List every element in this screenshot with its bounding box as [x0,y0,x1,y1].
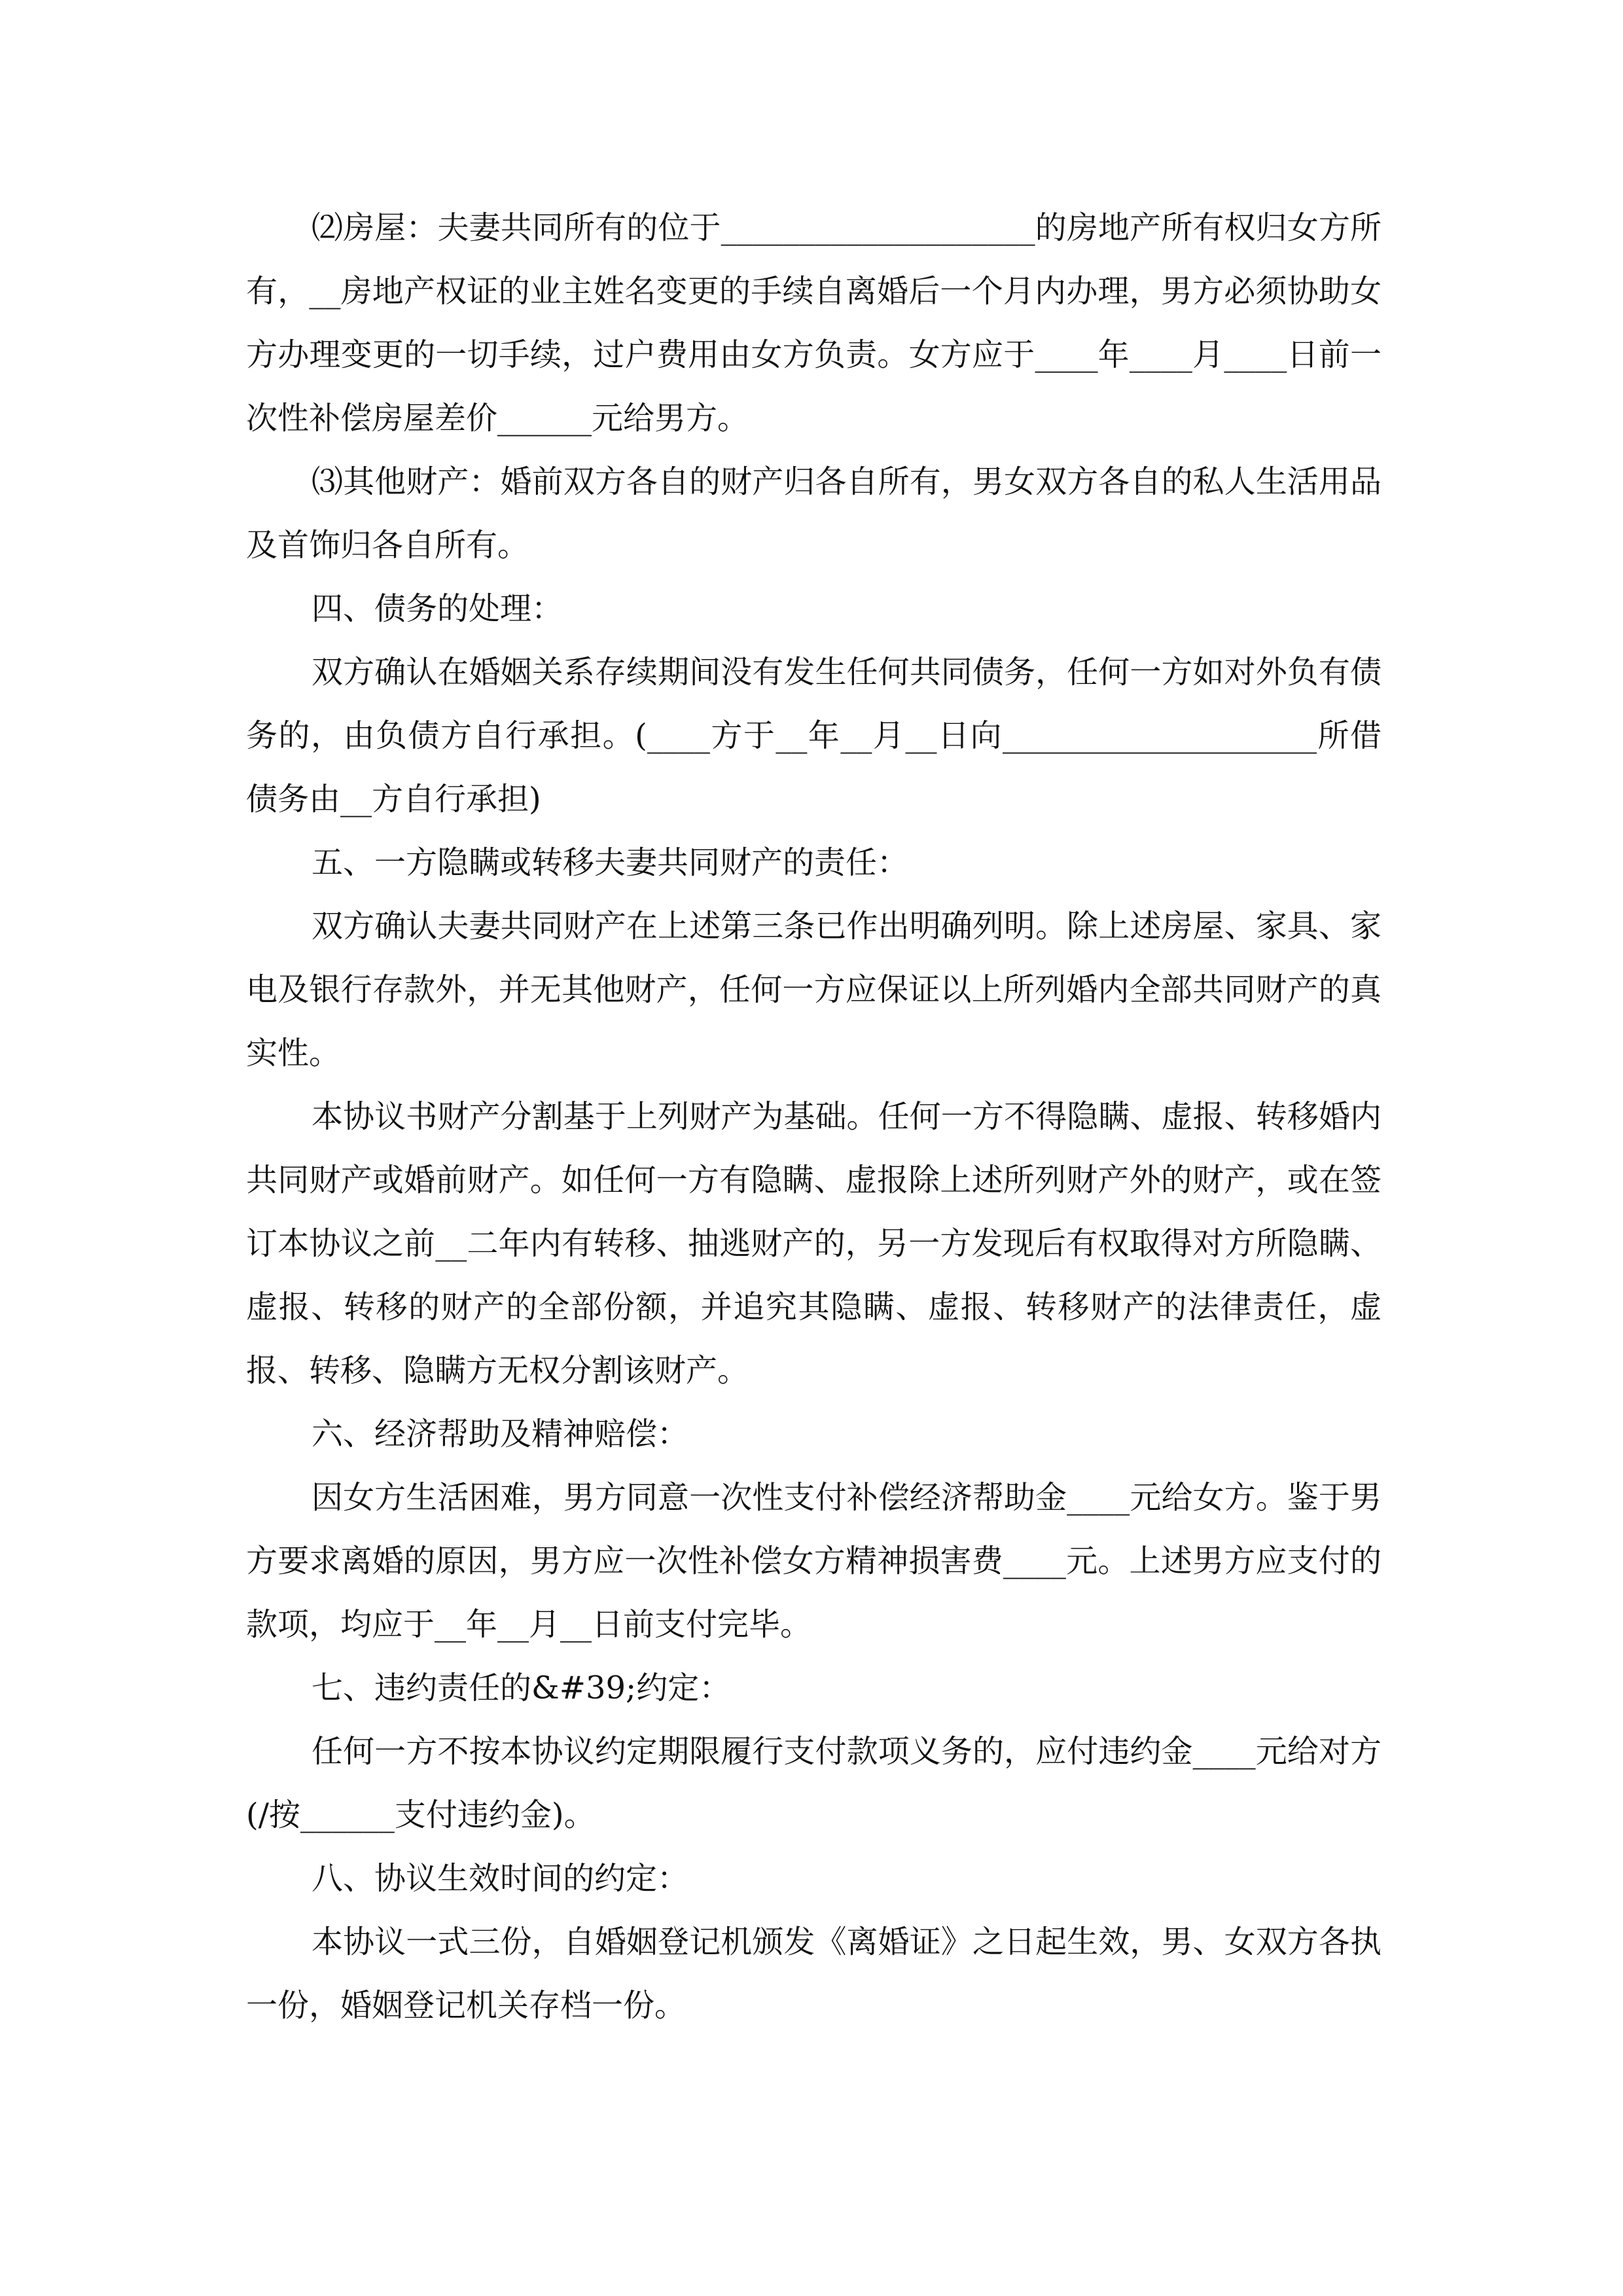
document-body [246,196,1382,2037]
compensation-clause: 因女方生活困难，男方同意一次性支付补偿经济帮助金____元给女方。鉴于男方要求离婚的原因，男方应一次性补偿女方精神损害费____元。上述男方应支付的款项，均应于__年__月__日前支付完毕。 [246,1479,1382,1643]
property-confirm-clause: 双方确认夫妻共同财产在上述第三条已作出明确列明。除上述房屋、家具、家电及银行存款外，并无其他财产，任何一方应保证以上所列婚内全部共同财产的真实性。 [246,908,1382,1071]
house-clause: ⑵房屋：夫妻共同所有的位于____________________的房地产所有权归女方所有，__房地产权证的业主姓名变更的手续自离婚后一个月内办理，男方必须协助女方办理变更的一切手续，过户费用由女方负责。女方应于____年____月____日前一次性补偿房屋差价______元给男方。 [246,209,1382,437]
section-6-heading: 六、经济帮助及精神赔偿： [312,1416,689,1452]
breach-clause: 任何一方不按本协议约定期限履行支付款项义务的，应付违约金____元给对方(/按______支付违约金)。 [246,1733,1382,1833]
effective-clause: 本协议一式三份，自婚姻登记机颁发《离婚证》之日起生效，男、女双方各执一份，婚姻登记机关存档一份。 [246,1924,1382,2024]
other-property-clause: ⑶其他财产：婚前双方各自的财产归各自所有，男女双方各自的私人生活用品及首饰归各自所有。 [246,463,1382,564]
debt-clause: 双方确认在婚姻关系存续期间没有发生任何共同债务，任何一方如对外负有债务的，由负债方自行承担。(____方于__年__月__日向____________________所借债务由__方自行承担) [246,654,1382,817]
section-8-heading: 八、协议生效时间的约定： [312,1860,689,1897]
section-4-heading: 四、债务的处理： [312,590,563,627]
section-5-heading: 五、一方隐瞒或转移夫妻共同财产的责任： [312,844,909,881]
concealment-clause: 本协议书财产分割基于上列财产为基础。任何一方不得隐瞒、虚报、转移婚内共同财产或婚前财产。如任何一方有隐瞒、虚报除上述所列财产外的财产，或在签订本协议之前__二年内有转移、抽逃财产的，另一方发现后有权取得对方所隐瞒、虚报、转移的财产的全部份额，并追究其隐瞒、虚报、转移财产的法律责任，虚报、转移、隐瞒方无权分割该财产。 [246,1098,1382,1389]
section-7-heading: 七、违约责任的&#39;约定： [312,1670,731,1706]
